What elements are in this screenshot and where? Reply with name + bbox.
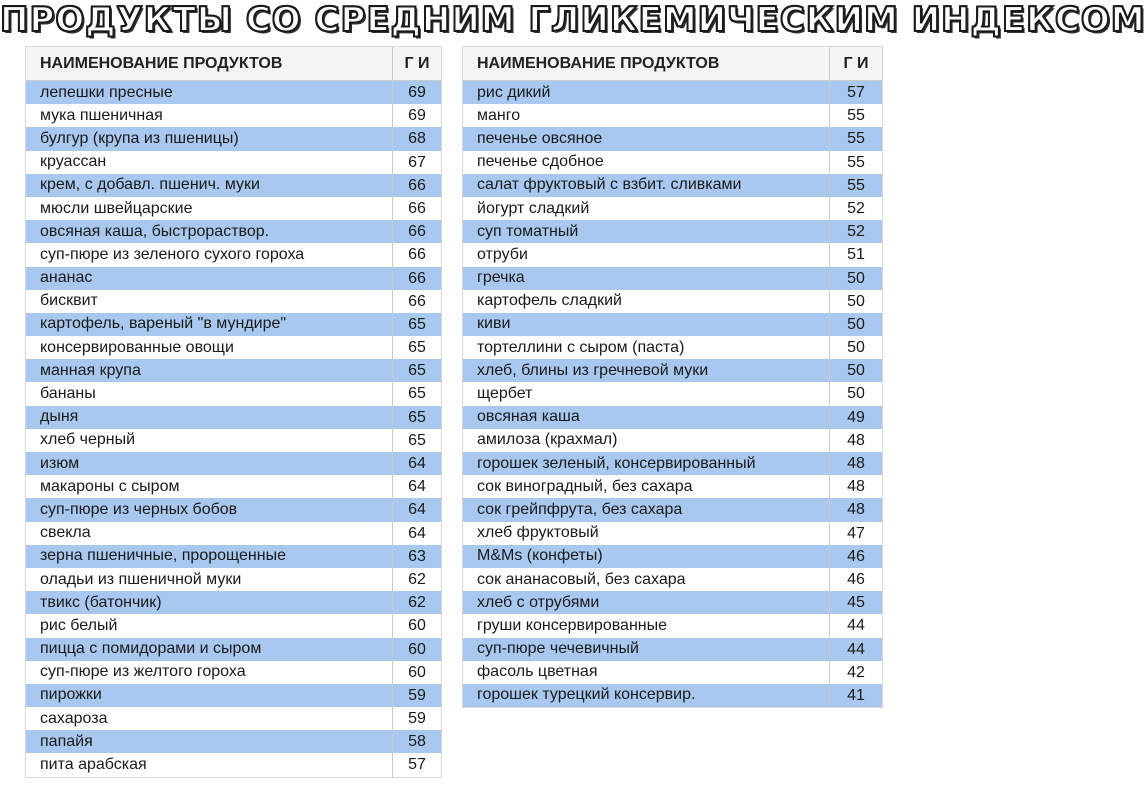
product-name: крем, с добавл. пшенич. муки — [40, 176, 260, 194]
table-row — [26, 475, 441, 498]
glycemic-index-value: 45 — [829, 591, 882, 614]
table-row — [26, 359, 441, 382]
product-name: сахароза — [40, 709, 108, 727]
glycemic-index-value: 59 — [392, 684, 441, 707]
product-name: гречка — [477, 269, 525, 287]
glycemic-index-value: 50 — [829, 267, 882, 290]
glycemic-index-value: 55 — [829, 127, 882, 150]
glycemic-index-value: 50 — [829, 290, 882, 313]
product-name: свекла — [40, 524, 91, 542]
glycemic-index-value: 65 — [392, 406, 441, 429]
glycemic-index-value: 50 — [829, 359, 882, 382]
product-name: отруби — [477, 245, 528, 263]
glycemic-index-value: 62 — [392, 591, 441, 614]
product-name: амилоза (крахмал) — [477, 431, 618, 449]
glycemic-index-value: 51 — [829, 243, 882, 266]
product-name: горошек турецкий консервир. — [477, 686, 696, 704]
glycemic-index-value: 60 — [392, 614, 441, 637]
product-name: сок ананасовый, без сахара — [477, 570, 686, 588]
product-name: дыня — [40, 408, 79, 426]
glycemic-index-value: 48 — [829, 475, 882, 498]
product-name: рис дикий — [477, 83, 551, 101]
product-name: печенье овсяное — [477, 129, 603, 147]
left-table — [25, 46, 442, 778]
page-title: ПРОДУКТЫ СО СРЕДНИМ ГЛИКЕМИЧЕСКИМ ИНДЕКСОМ — [0, 0, 1146, 40]
product-name: бананы — [40, 385, 96, 403]
right-table — [462, 46, 883, 708]
product-name: мука пшеничная — [40, 106, 163, 124]
glycemic-index-value: 65 — [392, 313, 441, 336]
table-row — [463, 359, 882, 382]
product-name: хлеб с отрубями — [477, 593, 600, 611]
product-name: суп-пюре из желтого гороха — [40, 663, 246, 681]
product-name: киви — [477, 315, 511, 333]
glycemic-index-value: 66 — [392, 243, 441, 266]
glycemic-index-value: 69 — [392, 104, 441, 127]
table-row — [463, 104, 882, 127]
table-row — [26, 81, 441, 104]
table-row — [463, 313, 882, 336]
product-name: горошек зеленый, консервированный — [477, 454, 756, 472]
table-row — [26, 429, 441, 452]
table-row — [26, 267, 441, 290]
glycemic-index-value: 64 — [392, 498, 441, 521]
glycemic-index-value: 57 — [829, 81, 882, 104]
table-row — [463, 429, 882, 452]
glycemic-index-value: 55 — [829, 174, 882, 197]
table-row — [26, 568, 441, 591]
product-name: картофель, вареный "в мундире" — [40, 315, 287, 333]
glycemic-index-value: 52 — [829, 197, 882, 220]
product-name: манная крупа — [40, 361, 141, 379]
glycemic-index-value: 66 — [392, 267, 441, 290]
product-name: хлеб, блины из гречневой муки — [477, 361, 709, 379]
glycemic-index-value: 58 — [392, 730, 441, 753]
table-row — [463, 638, 882, 661]
glycemic-index-value: 50 — [829, 382, 882, 405]
right-table-header — [463, 47, 882, 81]
table-row — [26, 313, 441, 336]
table-row — [26, 684, 441, 707]
table-row — [463, 406, 882, 429]
product-name: бисквит — [40, 292, 98, 310]
glycemic-index-value: 63 — [392, 545, 441, 568]
table-row — [463, 498, 882, 521]
product-name: овсяная каша — [477, 408, 580, 426]
table-row — [26, 290, 441, 313]
glycemic-index-value: 68 — [392, 127, 441, 150]
table-row — [463, 243, 882, 266]
table-row — [463, 220, 882, 243]
table-row — [463, 197, 882, 220]
glycemic-index-value: 57 — [392, 753, 441, 776]
table-row — [463, 591, 882, 614]
table-row — [463, 661, 882, 684]
product-name: изюм — [40, 454, 80, 472]
glycemic-index-value: 50 — [829, 313, 882, 336]
glycemic-index-value: 64 — [392, 522, 441, 545]
product-name: суп-пюре из зеленого сухого гороха — [40, 245, 305, 263]
glycemic-index-value: 44 — [829, 614, 882, 637]
table-row — [26, 707, 441, 730]
glycemic-index-value: 66 — [392, 220, 441, 243]
table-row — [26, 174, 441, 197]
product-name: йогурт сладкий — [477, 199, 590, 217]
glycemic-index-value: 64 — [392, 452, 441, 475]
product-name: мюсли швейцарские — [40, 199, 193, 217]
glycemic-index-value: 65 — [392, 336, 441, 359]
product-name: лепешки пресные — [40, 83, 173, 101]
glycemic-index-value: 46 — [829, 545, 882, 568]
table-row — [26, 220, 441, 243]
glycemic-index-value: 66 — [392, 197, 441, 220]
product-name: хлеб фруктовый — [477, 524, 599, 542]
table-row — [463, 267, 882, 290]
product-name: пирожки — [40, 686, 102, 704]
right-table-body — [463, 81, 882, 707]
product-name: папайя — [40, 732, 93, 750]
product-name: суп-пюре чечевичный — [477, 640, 639, 658]
product-name: пицца с помидорами и сыром — [40, 640, 262, 658]
glycemic-index-value: 48 — [829, 429, 882, 452]
table-row — [463, 290, 882, 313]
product-name: манго — [477, 106, 521, 124]
table-row — [463, 151, 882, 174]
glycemic-index-value: 66 — [392, 174, 441, 197]
product-name: макароны с сыром — [40, 477, 180, 495]
product-name: фасоль цветная — [477, 663, 598, 681]
glycemic-index-value: 41 — [829, 684, 882, 707]
product-name: печенье сдобное — [477, 153, 604, 171]
product-name: M&Ms (конфеты) — [477, 547, 603, 565]
table-row — [463, 568, 882, 591]
product-name: оладьи из пшеничной муки — [40, 570, 242, 588]
product-name: овсяная каша, быстрораствор. — [40, 222, 270, 240]
table-row — [26, 336, 441, 359]
table-row — [26, 638, 441, 661]
glycemic-index-value: 66 — [392, 290, 441, 313]
product-name: булгур (крупа из пшеницы) — [40, 129, 239, 147]
glycemic-index-value: 42 — [829, 661, 882, 684]
glycemic-index-value: 48 — [829, 498, 882, 521]
glycemic-index-value: 60 — [392, 638, 441, 661]
table-row — [26, 127, 441, 150]
product-name: суп-пюре из черных бобов — [40, 500, 238, 518]
table-row — [26, 661, 441, 684]
table-row — [26, 730, 441, 753]
table-row — [463, 614, 882, 637]
table-row — [26, 406, 441, 429]
table-row — [463, 127, 882, 150]
table-row — [26, 382, 441, 405]
table-row — [463, 452, 882, 475]
product-name: суп томатный — [477, 222, 579, 240]
table-row — [26, 522, 441, 545]
table-row — [463, 336, 882, 359]
glycemic-index-value: 60 — [392, 661, 441, 684]
glycemic-index-value: 64 — [392, 475, 441, 498]
table-row — [26, 591, 441, 614]
column-header-gi: Г И — [392, 47, 441, 80]
product-name: пита арабская — [40, 756, 147, 774]
table-row — [463, 684, 882, 707]
glycemic-index-value: 46 — [829, 568, 882, 591]
product-name: консервированные овощи — [40, 338, 234, 356]
table-row — [26, 104, 441, 127]
table-row — [26, 452, 441, 475]
glycemic-index-value: 55 — [829, 151, 882, 174]
table-row — [26, 151, 441, 174]
column-header-gi: Г И — [829, 47, 882, 80]
glycemic-index-value: 62 — [392, 568, 441, 591]
table-row — [463, 81, 882, 104]
glycemic-index-value: 49 — [829, 406, 882, 429]
glycemic-index-value: 44 — [829, 638, 882, 661]
product-name: тортеллини с сыром (паста) — [477, 338, 685, 356]
table-row — [26, 197, 441, 220]
product-name: щербет — [477, 385, 533, 403]
product-name: ананас — [40, 269, 93, 287]
glycemic-index-value: 59 — [392, 707, 441, 730]
glycemic-index-value: 65 — [392, 359, 441, 382]
table-row — [463, 545, 882, 568]
glycemic-index-value: 55 — [829, 104, 882, 127]
table-row — [463, 174, 882, 197]
glycemic-index-value: 47 — [829, 522, 882, 545]
table-row — [26, 614, 441, 637]
left-table-header — [26, 47, 441, 81]
table-row — [463, 382, 882, 405]
glycemic-index-value: 65 — [392, 382, 441, 405]
product-name: сок грейпфрута, без сахара — [477, 500, 683, 518]
glycemic-index-value: 67 — [392, 151, 441, 174]
product-name: хлеб черный — [40, 431, 136, 449]
table-row — [26, 243, 441, 266]
product-name: рис белый — [40, 616, 118, 634]
table-row — [463, 522, 882, 545]
product-name: груши консервированные — [477, 616, 668, 634]
glycemic-index-value: 50 — [829, 336, 882, 359]
product-name: круассан — [40, 153, 107, 171]
glycemic-index-value: 69 — [392, 81, 441, 104]
column-header-name: НАИМЕНОВАНИЕ ПРОДУКТОВ — [477, 54, 720, 72]
left-table-body — [26, 81, 441, 777]
table-row — [26, 498, 441, 521]
product-name: зерна пшеничные, пророщенные — [40, 547, 286, 565]
table-row — [26, 753, 441, 776]
glycemic-index-value: 48 — [829, 452, 882, 475]
product-name: твикс (батончик) — [40, 593, 162, 611]
glycemic-index-value: 52 — [829, 220, 882, 243]
product-name: сок виноградный, без сахара — [477, 477, 693, 495]
column-header-name: НАИМЕНОВАНИЕ ПРОДУКТОВ — [40, 54, 283, 72]
product-name: салат фруктовый с взбит. сливками — [477, 176, 742, 194]
glycemic-index-value: 65 — [392, 429, 441, 452]
product-name: картофель сладкий — [477, 292, 622, 310]
table-row — [463, 475, 882, 498]
table-row — [26, 545, 441, 568]
